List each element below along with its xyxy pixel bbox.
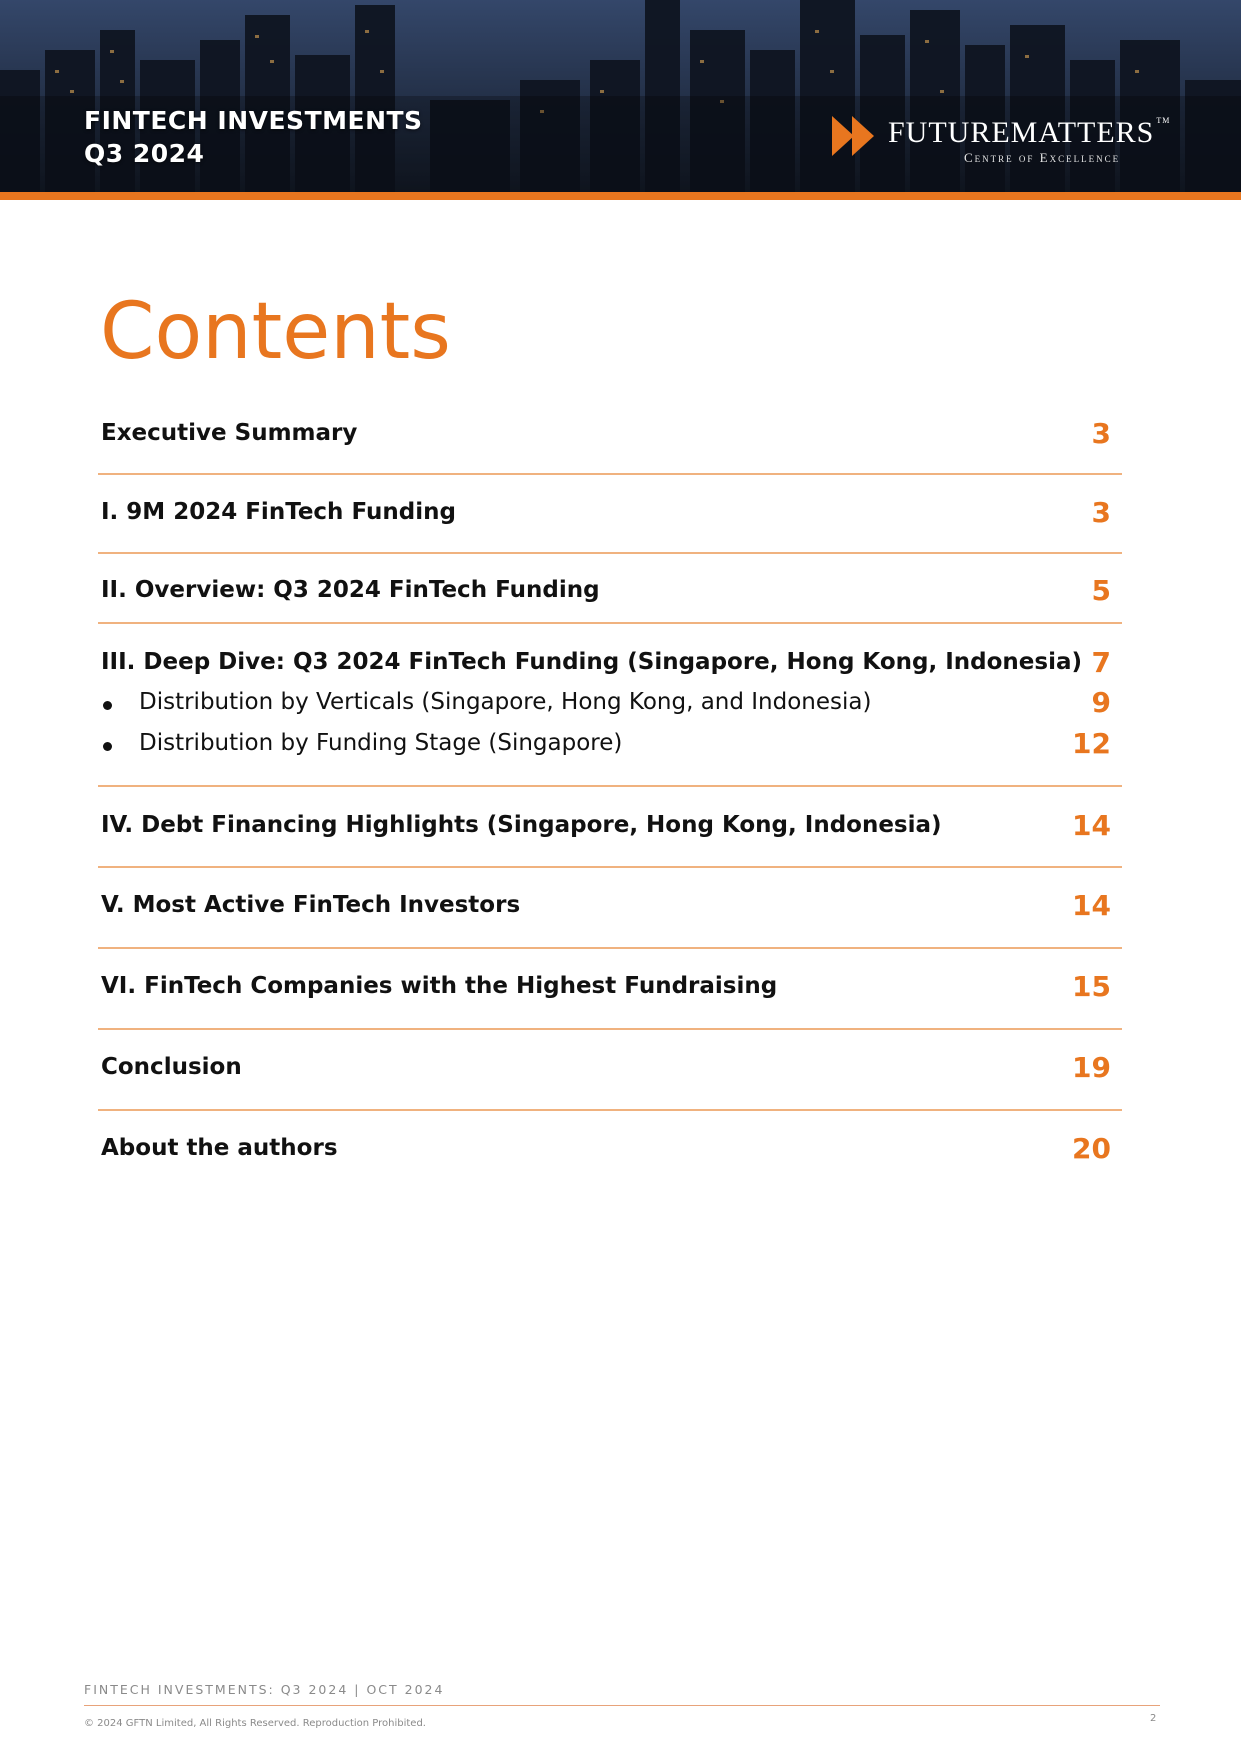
report-title-line2: Q3 2024 bbox=[84, 139, 205, 168]
toc-entry-label: Conclusion bbox=[101, 1054, 242, 1080]
toc-entry-label: Executive Summary bbox=[101, 420, 358, 446]
footer-running-title: FINTECH INVESTMENTS: Q3 2024 | OCT 2024 bbox=[84, 1682, 445, 1697]
toc-entry-label: II. Overview: Q3 2024 FinTech Funding bbox=[101, 577, 600, 603]
toc-entry-page: 3 bbox=[1091, 416, 1111, 450]
toc-entry-page: 7 bbox=[1091, 645, 1111, 679]
toc-entry-page: 14 bbox=[1072, 888, 1111, 922]
toc-entry-label: About the authors bbox=[101, 1135, 338, 1161]
toc-entry[interactable] bbox=[98, 1030, 1122, 1111]
header-banner bbox=[0, 0, 1241, 192]
toc-entry-label: IV. Debt Financing Highlights (Singapore, Hong Kong, Indonesia) bbox=[101, 812, 942, 838]
toc-entry[interactable] bbox=[98, 398, 1122, 475]
toc-subentry[interactable] bbox=[101, 725, 1111, 761]
toc-entry[interactable] bbox=[98, 1111, 1122, 1181]
contents-heading: Contents bbox=[100, 287, 451, 377]
toc-entry-page: 3 bbox=[1091, 495, 1111, 529]
toc-subentry-page: 12 bbox=[1072, 726, 1111, 760]
report-title bbox=[84, 104, 423, 170]
toc-entry[interactable] bbox=[98, 475, 1122, 554]
toc-entry-page: 20 bbox=[1072, 1131, 1111, 1165]
footer-divider bbox=[84, 1705, 1160, 1706]
footer-copyright: © 2024 GFTN Limited, All Rights Reserved. Reproduction Prohibited. bbox=[84, 1718, 426, 1729]
logo-trademark: TM bbox=[1156, 116, 1171, 125]
toc-subentry-page: 9 bbox=[1091, 685, 1111, 719]
toc-entry-page: 19 bbox=[1072, 1050, 1111, 1084]
fast-forward-icon bbox=[832, 116, 878, 156]
toc-entry-page: 5 bbox=[1091, 573, 1111, 607]
toc-entry-page: 15 bbox=[1072, 969, 1111, 1003]
toc-subentry-label: Distribution by Funding Stage (Singapore) bbox=[101, 730, 622, 756]
footer-page-number: 2 bbox=[1150, 1713, 1157, 1724]
logo-subtitle: Centre of Excellence bbox=[964, 150, 1121, 165]
report-title-line1: FINTECH INVESTMENTS bbox=[84, 106, 423, 135]
toc-subentry-label: Distribution by Verticals (Singapore, Hong Kong, and Indonesia) bbox=[101, 689, 871, 715]
toc-entry[interactable] bbox=[98, 868, 1122, 949]
toc-entry[interactable] bbox=[98, 787, 1122, 868]
toc-entry-label: III. Deep Dive: Q3 2024 FinTech Funding (Singapore, Hong Kong, Indonesia) bbox=[101, 649, 1083, 675]
toc-entry-page: 14 bbox=[1072, 808, 1111, 842]
toc-entry[interactable] bbox=[98, 554, 1122, 624]
toc-entry-label: I. 9M 2024 FinTech Funding bbox=[101, 499, 456, 525]
futurematters-logo bbox=[832, 116, 1171, 176]
toc-entry[interactable] bbox=[98, 949, 1122, 1030]
toc-entry-label: V. Most Active FinTech Investors bbox=[101, 892, 521, 918]
banner-accent-stripe bbox=[0, 192, 1241, 200]
toc-entry[interactable] bbox=[98, 624, 1122, 787]
logo-name: FUTUREMATTERS bbox=[888, 116, 1155, 149]
toc-subentry[interactable] bbox=[101, 684, 1111, 720]
toc-entry-label: VI. FinTech Companies with the Highest Fundraising bbox=[101, 973, 778, 999]
